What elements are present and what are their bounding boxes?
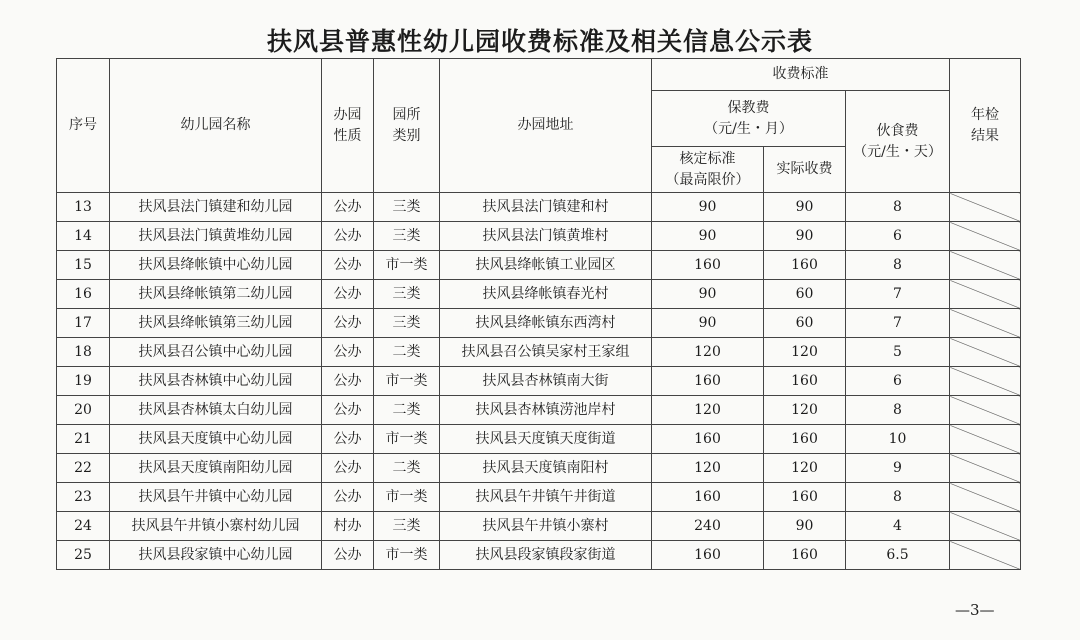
cell-actual: 120 (764, 454, 846, 483)
cell-category: 三类 (374, 222, 440, 251)
cell-approved: 160 (652, 483, 764, 512)
header-category (374, 59, 440, 193)
cell-seq: 16 (57, 280, 110, 309)
cell-category: 三类 (374, 309, 440, 338)
cell-meal: 8 (846, 193, 950, 222)
cell-nature: 公办 (322, 251, 374, 280)
cell-actual: 60 (764, 309, 846, 338)
cell-approved: 90 (652, 309, 764, 338)
cell-seq: 20 (57, 396, 110, 425)
header-name: 幼儿园名称 (110, 59, 322, 193)
header-inspection-line1: 年检 (971, 107, 999, 124)
cell-meal: 7 (846, 280, 950, 309)
cell-actual: 120 (764, 396, 846, 425)
cell-nature: 公办 (322, 425, 374, 454)
cell-meal: 8 (846, 483, 950, 512)
cell-inspection-blank (950, 251, 1021, 280)
cell-nature: 公办 (322, 367, 374, 396)
fee-table (56, 58, 1021, 570)
cell-inspection-blank (950, 483, 1021, 512)
cell-meal: 8 (846, 396, 950, 425)
cell-name: 扶风县杏林镇太白幼儿园 (110, 396, 322, 425)
cell-meal: 7 (846, 309, 950, 338)
cell-seq: 15 (57, 251, 110, 280)
cell-approved: 160 (652, 541, 764, 570)
cell-name: 扶风县召公镇中心幼儿园 (110, 338, 322, 367)
cell-address: 扶风县法门镇黄堆村 (440, 222, 652, 251)
cell-name: 扶风县绛帐镇第二幼儿园 (110, 280, 322, 309)
cell-meal: 9 (846, 454, 950, 483)
cell-approved: 160 (652, 425, 764, 454)
cell-inspection-blank (950, 193, 1021, 222)
cell-nature: 公办 (322, 280, 374, 309)
table-row (57, 396, 1021, 425)
cell-inspection-blank (950, 222, 1021, 251)
header-nature (322, 59, 374, 193)
cell-inspection-blank (950, 280, 1021, 309)
cell-category: 市一类 (374, 483, 440, 512)
cell-approved: 160 (652, 251, 764, 280)
cell-address: 扶风县段家镇段家街道 (440, 541, 652, 570)
table-row (57, 251, 1021, 280)
cell-meal: 8 (846, 251, 950, 280)
table-row (57, 454, 1021, 483)
cell-address: 扶风县杏林镇南大街 (440, 367, 652, 396)
cell-category: 二类 (374, 338, 440, 367)
cell-category: 三类 (374, 193, 440, 222)
header-actual: 实际收费 (764, 147, 846, 193)
cell-inspection-blank (950, 454, 1021, 483)
page-title: 扶风县普惠性幼儿园收费标准及相关信息公示表 (266, 27, 813, 56)
cell-seq: 19 (57, 367, 110, 396)
cell-address: 扶风县绛帐镇工业园区 (440, 251, 652, 280)
cell-category: 市一类 (374, 367, 440, 396)
header-seq: 序号 (57, 59, 110, 193)
cell-category: 三类 (374, 512, 440, 541)
cell-address: 扶风县天度镇天度街道 (440, 425, 652, 454)
cell-name: 扶风县绛帐镇第三幼儿园 (110, 309, 322, 338)
cell-address: 扶风县绛帐镇东西湾村 (440, 309, 652, 338)
cell-seq: 23 (57, 483, 110, 512)
table-row (57, 367, 1021, 396)
header-approved-line2: （最高限价） (665, 171, 750, 188)
header-tuition (652, 91, 846, 147)
cell-seq: 17 (57, 309, 110, 338)
header-fee-standard: 收费标准 (652, 59, 950, 91)
cell-seq: 25 (57, 541, 110, 570)
table-row (57, 309, 1021, 338)
table-row (57, 512, 1021, 541)
cell-seq: 21 (57, 425, 110, 454)
cell-address: 扶风县召公镇吴家村王家组 (440, 338, 652, 367)
cell-address: 扶风县绛帐镇春光村 (440, 280, 652, 309)
cell-category: 二类 (374, 396, 440, 425)
cell-approved: 240 (652, 512, 764, 541)
cell-address: 扶风县法门镇建和村 (440, 193, 652, 222)
cell-name: 扶风县天度镇中心幼儿园 (110, 425, 322, 454)
header-meal-line1: 伙食费 (876, 123, 919, 140)
cell-category: 二类 (374, 454, 440, 483)
cell-address: 扶风县天度镇南阳村 (440, 454, 652, 483)
table-row (57, 483, 1021, 512)
cell-actual: 160 (764, 367, 846, 396)
cell-meal: 4 (846, 512, 950, 541)
cell-actual: 160 (764, 541, 846, 570)
cell-inspection-blank (950, 425, 1021, 454)
cell-nature: 公办 (322, 222, 374, 251)
header-category-line2: 类别 (392, 127, 421, 144)
header-inspection-line2: 结果 (971, 127, 999, 144)
cell-nature: 公办 (322, 541, 374, 570)
table-row (57, 222, 1021, 251)
cell-name: 扶风县段家镇中心幼儿园 (110, 541, 322, 570)
table-row (57, 280, 1021, 309)
cell-meal: 5 (846, 338, 950, 367)
cell-meal: 6 (846, 222, 950, 251)
cell-actual: 90 (764, 222, 846, 251)
cell-inspection-blank (950, 367, 1021, 396)
cell-actual: 160 (764, 483, 846, 512)
cell-approved: 120 (652, 338, 764, 367)
table-row (57, 425, 1021, 454)
cell-address: 扶风县午井镇午井街道 (440, 483, 652, 512)
header-category-line1: 园所 (392, 107, 421, 124)
cell-category: 市一类 (374, 541, 440, 570)
cell-nature: 公办 (322, 193, 374, 222)
cell-nature: 公办 (322, 454, 374, 483)
cell-seq: 24 (57, 512, 110, 541)
header-address: 办园地址 (440, 59, 652, 193)
header-meal-line2: （元/生・天） (853, 143, 942, 160)
table-row (57, 541, 1021, 570)
header-inspection (950, 59, 1021, 193)
cell-inspection-blank (950, 338, 1021, 367)
cell-seq: 13 (57, 193, 110, 222)
cell-nature: 公办 (322, 396, 374, 425)
cell-inspection-blank (950, 396, 1021, 425)
cell-approved: 90 (652, 193, 764, 222)
header-approved (652, 147, 764, 193)
cell-approved: 120 (652, 454, 764, 483)
header-tuition-line1: 保教费 (727, 100, 770, 117)
cell-approved: 90 (652, 222, 764, 251)
cell-name: 扶风县法门镇黄堆幼儿园 (110, 222, 322, 251)
cell-inspection-blank (950, 512, 1021, 541)
cell-name: 扶风县绛帐镇中心幼儿园 (110, 251, 322, 280)
page-number: —3— (955, 601, 995, 619)
header-tuition-line2: （元/生・月） (704, 120, 793, 137)
table-row (57, 338, 1021, 367)
table-row (57, 193, 1021, 222)
cell-seq: 22 (57, 454, 110, 483)
cell-meal: 6.5 (846, 541, 950, 570)
cell-actual: 160 (764, 425, 846, 454)
cell-nature: 村办 (322, 512, 374, 541)
cell-seq: 18 (57, 338, 110, 367)
cell-address: 扶风县午井镇小寨村 (440, 512, 652, 541)
cell-approved: 90 (652, 280, 764, 309)
cell-category: 市一类 (374, 425, 440, 454)
header-approved-line1: 核定标准 (679, 151, 736, 168)
cell-inspection-blank (950, 309, 1021, 338)
cell-nature: 公办 (322, 309, 374, 338)
cell-actual: 90 (764, 512, 846, 541)
cell-actual: 90 (764, 193, 846, 222)
cell-category: 市一类 (374, 251, 440, 280)
cell-category: 三类 (374, 280, 440, 309)
cell-approved: 160 (652, 367, 764, 396)
header-nature-line2: 性质 (333, 127, 362, 144)
cell-name: 扶风县午井镇小寨村幼儿园 (110, 512, 322, 541)
cell-meal: 6 (846, 367, 950, 396)
header-nature-line1: 办园 (333, 107, 362, 124)
cell-actual: 60 (764, 280, 846, 309)
cell-inspection-blank (950, 541, 1021, 570)
cell-name: 扶风县杏林镇中心幼儿园 (110, 367, 322, 396)
cell-actual: 160 (764, 251, 846, 280)
cell-approved: 120 (652, 396, 764, 425)
cell-actual: 120 (764, 338, 846, 367)
cell-meal: 10 (846, 425, 950, 454)
cell-address: 扶风县杏林镇涝池岸村 (440, 396, 652, 425)
cell-name: 扶风县法门镇建和幼儿园 (110, 193, 322, 222)
cell-name: 扶风县天度镇南阳幼儿园 (110, 454, 322, 483)
header-meal (846, 91, 950, 193)
cell-name: 扶风县午井镇中心幼儿园 (110, 483, 322, 512)
cell-seq: 14 (57, 222, 110, 251)
cell-nature: 公办 (322, 338, 374, 367)
table-body (57, 193, 1021, 570)
cell-nature: 公办 (322, 483, 374, 512)
